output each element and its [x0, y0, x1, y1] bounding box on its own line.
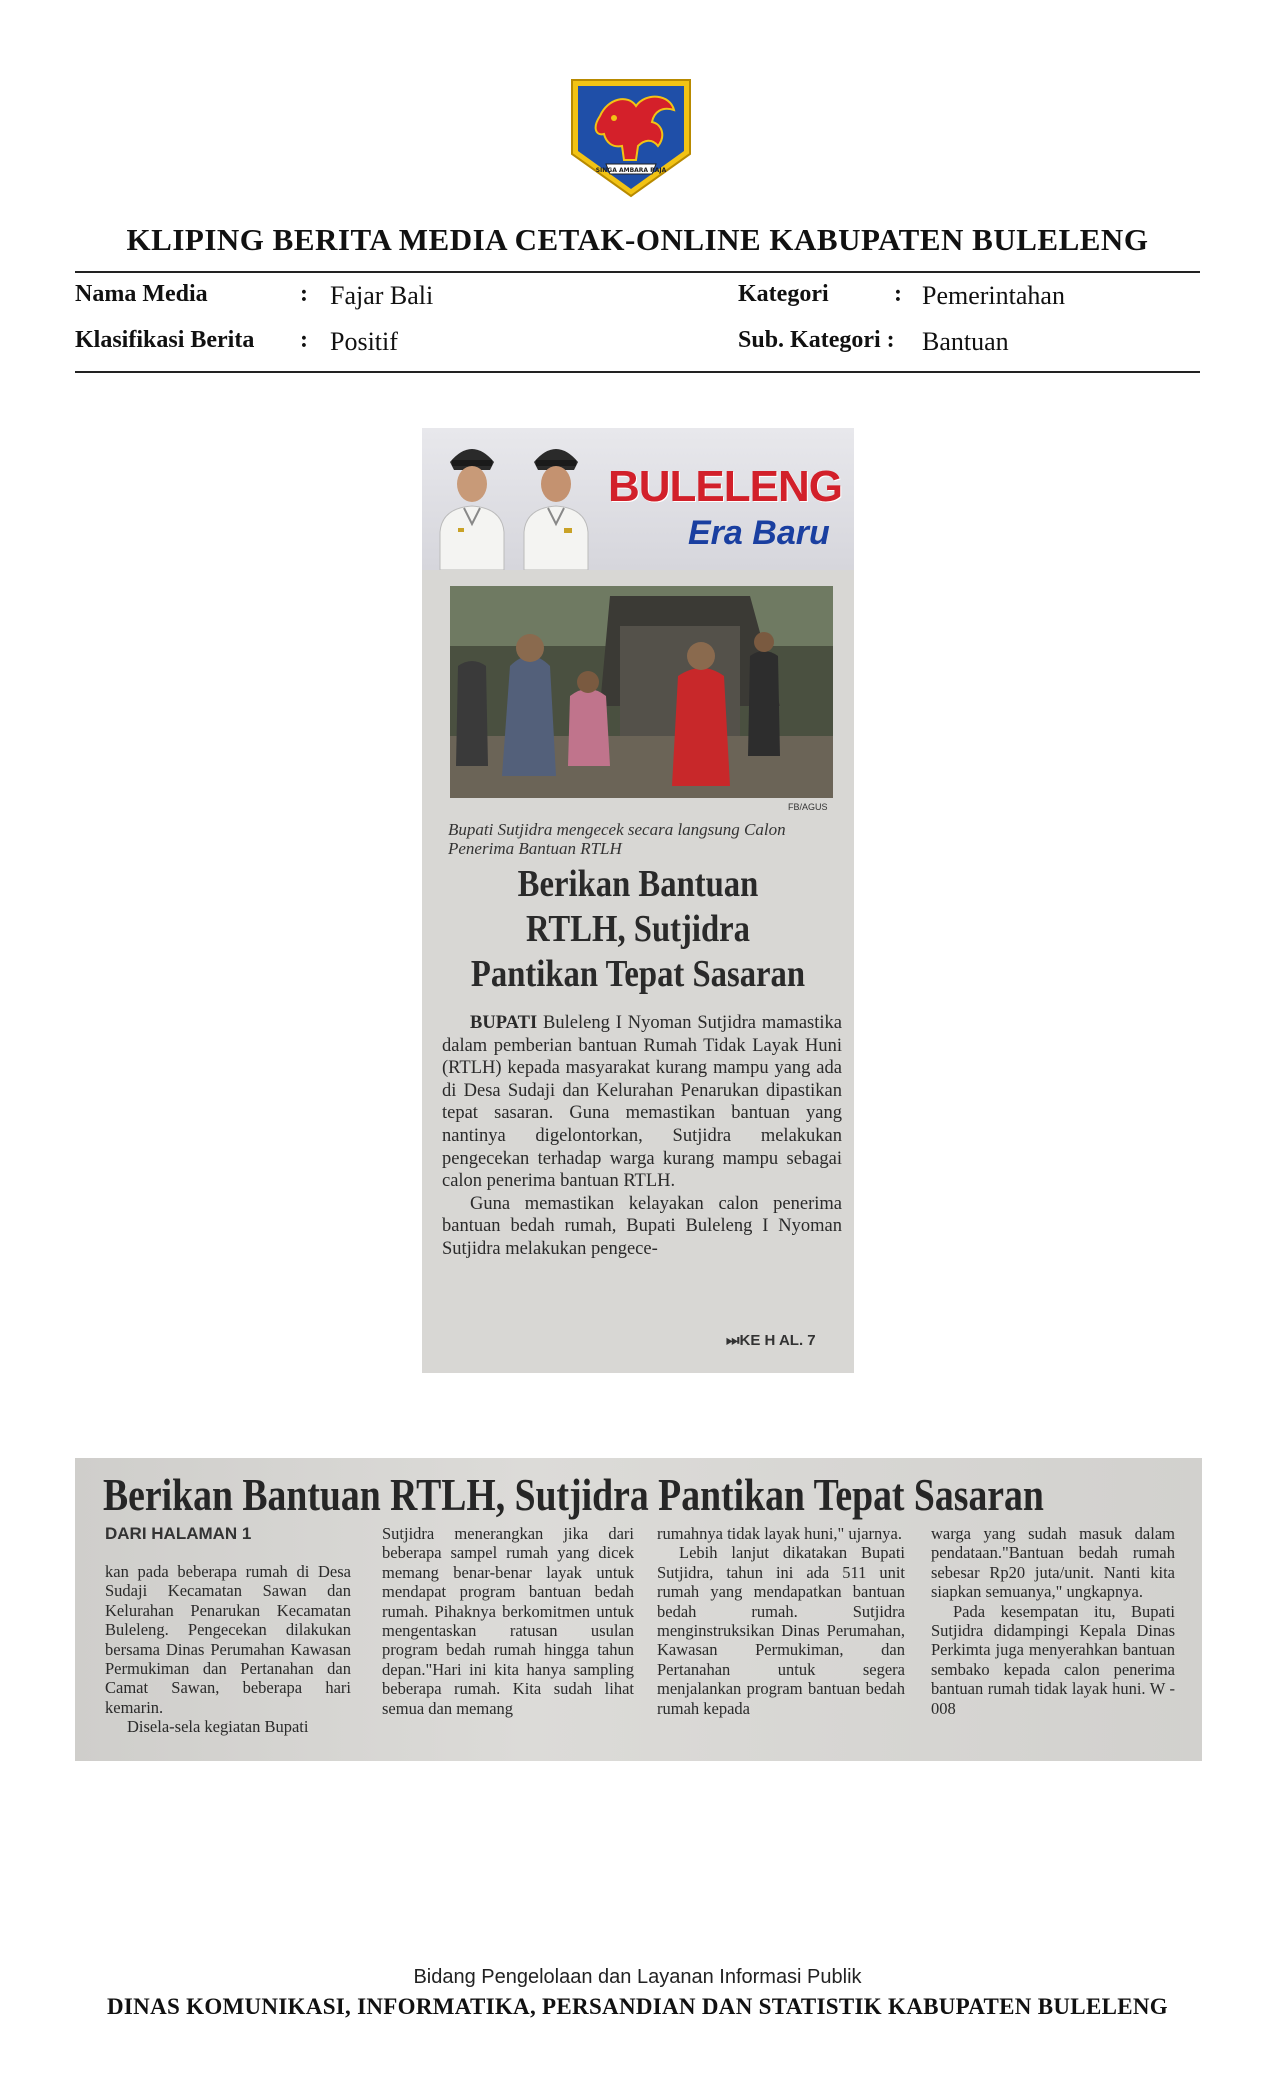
column-banner — [422, 428, 854, 570]
category-colon: : — [894, 281, 902, 307]
header-divider-top — [75, 271, 1200, 273]
continuation-headline: Berikan Bantuan RTLH, Sutjidra Pantikan Tepat Sasaran — [103, 1469, 1044, 1520]
body-paragraph-1: Buleleng I Nyoman Sutjidra mamastika dalam pemberian bantuan Rumah Tidak Layak Huni (RTLH) kepada masyarakat kurang mampu yang ada di Desa Sudaji dan Kelurahan Penarukan dipastikan tepat sasaran. Guna memastikan bantuan yang nantinya digelontorkan, Sutjidra melakukan pengecekan terhadap warga kurang mampu sebagai calon penerima bantuan RTLH. — [442, 1013, 842, 1192]
photo-credit: FB/AGUS — [788, 802, 828, 812]
category-value: Pemerintahan — [922, 281, 1065, 310]
category-label: Kategori — [738, 281, 829, 307]
column-4-paragraph-2: Pada kesempatan itu, Bupati Sutjidra didampingi Kepala Dinas Perkimta juga menyerahkan bantuan sembako kepada calon penerima bantuan rumah tidak layak huni. W - 008 — [931, 1601, 1175, 1718]
news-clipping-continuation — [75, 1458, 1202, 1761]
article-headline: Berikan Bantuan RTLH, Sutjidra Pantikan Tepat Sasaran — [470, 863, 806, 995]
document-title: KLIPING BERITA MEDIA CETAK-ONLINE KABUPATEN BULELENG — [126, 222, 1149, 257]
article-column-2 — [382, 1524, 634, 1718]
media-colon: : — [300, 281, 308, 307]
lead-word: BUPATI — [470, 1013, 538, 1033]
subcategory-value: Bantuan — [922, 327, 1009, 356]
media-label: Nama Media — [75, 281, 208, 307]
body-paragraph-2: Guna memastikan kelayakan calon penerima bantuan bedah rumah, Bupati Buleleng I Nyoman Sutjidra melakukan pengece- — [442, 1193, 842, 1259]
footer-unit: Bidang Pengelolaan dan Layanan Informasi Publik — [413, 1966, 862, 1988]
classification-colon: : — [300, 327, 308, 353]
classification-label: Klasifikasi Berita — [75, 327, 255, 353]
column-3-paragraph-2: Lebih lanjut dikatakan Bupati Sutjidra, tahun ini ada 511 unit rumah yang mendapatkan bantuan bedah rumah. Sutjidra menginstruksikan Dinas Perumahan, Kawasan Permukiman, dan Pertanahan untuk segera menjalankan program bantuan bedah rumah kepada — [657, 1543, 905, 1718]
continued-marker: ⏭KE H AL. 7 — [726, 1332, 816, 1349]
from-page-label: DARI HALAMAN 1 — [105, 1524, 252, 1543]
news-photo — [450, 586, 833, 798]
article-column-3 — [657, 1524, 905, 1718]
banner-subtitle: Era Baru — [688, 514, 830, 552]
media-value: Fajar Bali — [330, 281, 434, 310]
official-portrait-2-icon — [514, 432, 598, 570]
banner-title: BULELENG — [608, 462, 842, 511]
column-1-paragraph-1: kan pada beberapa rumah di Desa Sudaji Kecamatan Sawan dan Kelurahan Penarukan Kecamatan Buleleng. Pengecekan dilakukan bersama Dinas Perumahan Kawasan Permukiman dan Pertanahan dan Camat Sawan, beberapa hari kemarin. — [105, 1562, 351, 1717]
article-column-1 — [105, 1562, 351, 1737]
photo-caption: Bupati Sutjidra mengecek secara langsung Calon Penerima Bantuan RTLH — [448, 820, 786, 858]
column-3-paragraph-1: rumahnya tidak layak huni," ujarnya. — [657, 1524, 902, 1543]
article-column-4 — [931, 1524, 1175, 1718]
classification-value: Positif — [330, 327, 398, 356]
subcategory-label: Sub. Kategori : — [738, 327, 895, 353]
column-4-paragraph-1: warga yang sudah masuk dalam pendataan."Bantuan bedah rumah sebesar Rp20 juta/unit. Nanti kita siapkan semuanya," ungkapnya. — [931, 1524, 1175, 1602]
article-body — [442, 1012, 842, 1261]
buleleng-regency-logo-icon — [566, 76, 696, 200]
footer-agency: DINAS KOMUNIKASI, INFORMATIKA, PERSANDIAN DAN STATISTIK KABUPATEN BULELENG — [107, 1994, 1168, 2019]
column-1-paragraph-2: Disela-sela kegiatan Bupati — [127, 1717, 309, 1737]
column-2-paragraph-1: Sutjidra menerangkan jika dari beberapa sampel rumah yang dicek memang benar-benar layak untuk mendapat program bantuan bedah rumah. Pihaknya berkomitmen untuk mengentaskan ratusan usulan program bedah rumah hingga tahun depan."Hari ini kita hanya sampling beberapa rumah. Kita sudah lihat semua dan memang — [382, 1524, 634, 1718]
logo-motto: SINGA AMBARA RAJA — [595, 167, 667, 174]
news-clipping-front-page — [422, 428, 854, 1373]
official-portrait-1-icon — [430, 432, 514, 570]
header-divider-bottom — [75, 371, 1200, 373]
